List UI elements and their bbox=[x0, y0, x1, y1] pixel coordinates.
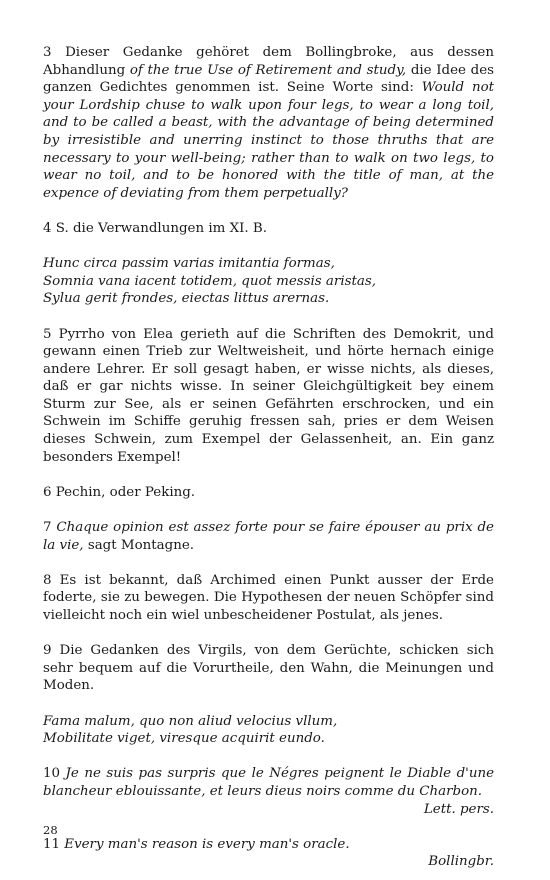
footnote-3 bbox=[43, 44, 494, 202]
footnote-3-text-b: die Idee des ganzen Gedichtes genommen ist. Seine Worte sind: bbox=[43, 62, 495, 96]
footnote-8: 8 Es ist bekannt, daß Archimed einen Punkt ausser der Erde foderte, sie zu bewegen. Die Hypothesen der neuen Schöpfer sind vielleicht noch ein wiel unbescheidener Postulat, als jenes. bbox=[43, 572, 494, 623]
footnote-5: 5 Pyrrho von Elea gerieth auf die Schriften des Demokrit, und gewann einen Trieb zur Weltweisheit, und hörte hernach einige andere Lehrer. Er soll gesagt haben, er wisse nichts, als dieses, daß er gar nichts wisse. In seiner Gleichgültigkeit bey einem Sturm zur See, als er seinen Gefährten erschrocken, und ein Schwein im Schiffe geruhig fressen sah, pries er dem Weisen dieses Schwein, zum Exempel der Gelassenheit, an. Ein ganz besonders Exempel! bbox=[43, 326, 494, 465]
verse-line: Fama malum, quo non aliud velocius vllum, bbox=[43, 713, 338, 729]
footnote-7-text: sagt Montagne. bbox=[83, 537, 195, 553]
verse-block-2 bbox=[43, 713, 494, 748]
footnote-11 bbox=[43, 836, 494, 871]
verse-block-1 bbox=[43, 255, 494, 308]
footnote-4: 4 S. die Verwandlungen im XI. B. bbox=[43, 220, 268, 236]
verse-line: Hunc circa passim varias imitantia formas, bbox=[43, 256, 335, 272]
verse-line: Somnia vana iacent totidem, quot messis aristas, bbox=[43, 273, 376, 289]
footnote-10-number: 10 bbox=[43, 766, 66, 782]
footnote-3-title: of the true Use of Retirement and study, bbox=[129, 62, 407, 78]
footnote-11-number: 11 bbox=[43, 836, 65, 852]
footnote-7-quote: Chaque opinion est assez forte pour se faire épouser au prix de la vie, bbox=[43, 520, 494, 553]
footnote-10 bbox=[43, 765, 494, 818]
footnote-11-quote: Every man's reason is every man's oracle. bbox=[64, 836, 350, 852]
footnote-7-number: 7 bbox=[43, 520, 57, 536]
footnote-6: 6 Pechin, oder Peking. bbox=[43, 484, 196, 500]
page-number: 28 bbox=[43, 823, 58, 837]
verse-line: Sylua gerit frondes, eiectas littus arernas. bbox=[43, 291, 330, 307]
footnote-7 bbox=[43, 519, 494, 554]
footnote-10-source: Lett. pers. bbox=[423, 801, 494, 817]
footnote-3-text-a: 3 Dieser Gedanke gehöret dem Bollingbroke, aus dessen Abhandlung bbox=[43, 45, 494, 78]
footnote-11-source: Bollingbr. bbox=[428, 854, 494, 870]
footnote-10-quote: Je ne suis pas surpris que le Négres peignent le Diable d'une blancheur eblouissante, et leurs dieus noirs comme du Charbon. bbox=[43, 766, 495, 799]
verse-line: Mobilitate viget, viresque acquirit eundo. bbox=[43, 731, 325, 747]
footnote-9: 9 Die Gedanken des Virgils, von dem Gerüchte, schicken sich sehr bequem auf die Vorurtheile, den Wahn, die Meinungen und Moden. bbox=[43, 643, 494, 694]
footnote-3-quote: Would not your Lordship chuse to walk upon four legs, to wear a long toil, and to be called a beast, with the advantage of being determined by irresistible and unerring instinct to those thruths that are necessary to your well-being; rather than to walk on two legs, to wear no toil, and to be honored with the title of man, at the expence of deviating from them perpetually? bbox=[43, 80, 495, 201]
